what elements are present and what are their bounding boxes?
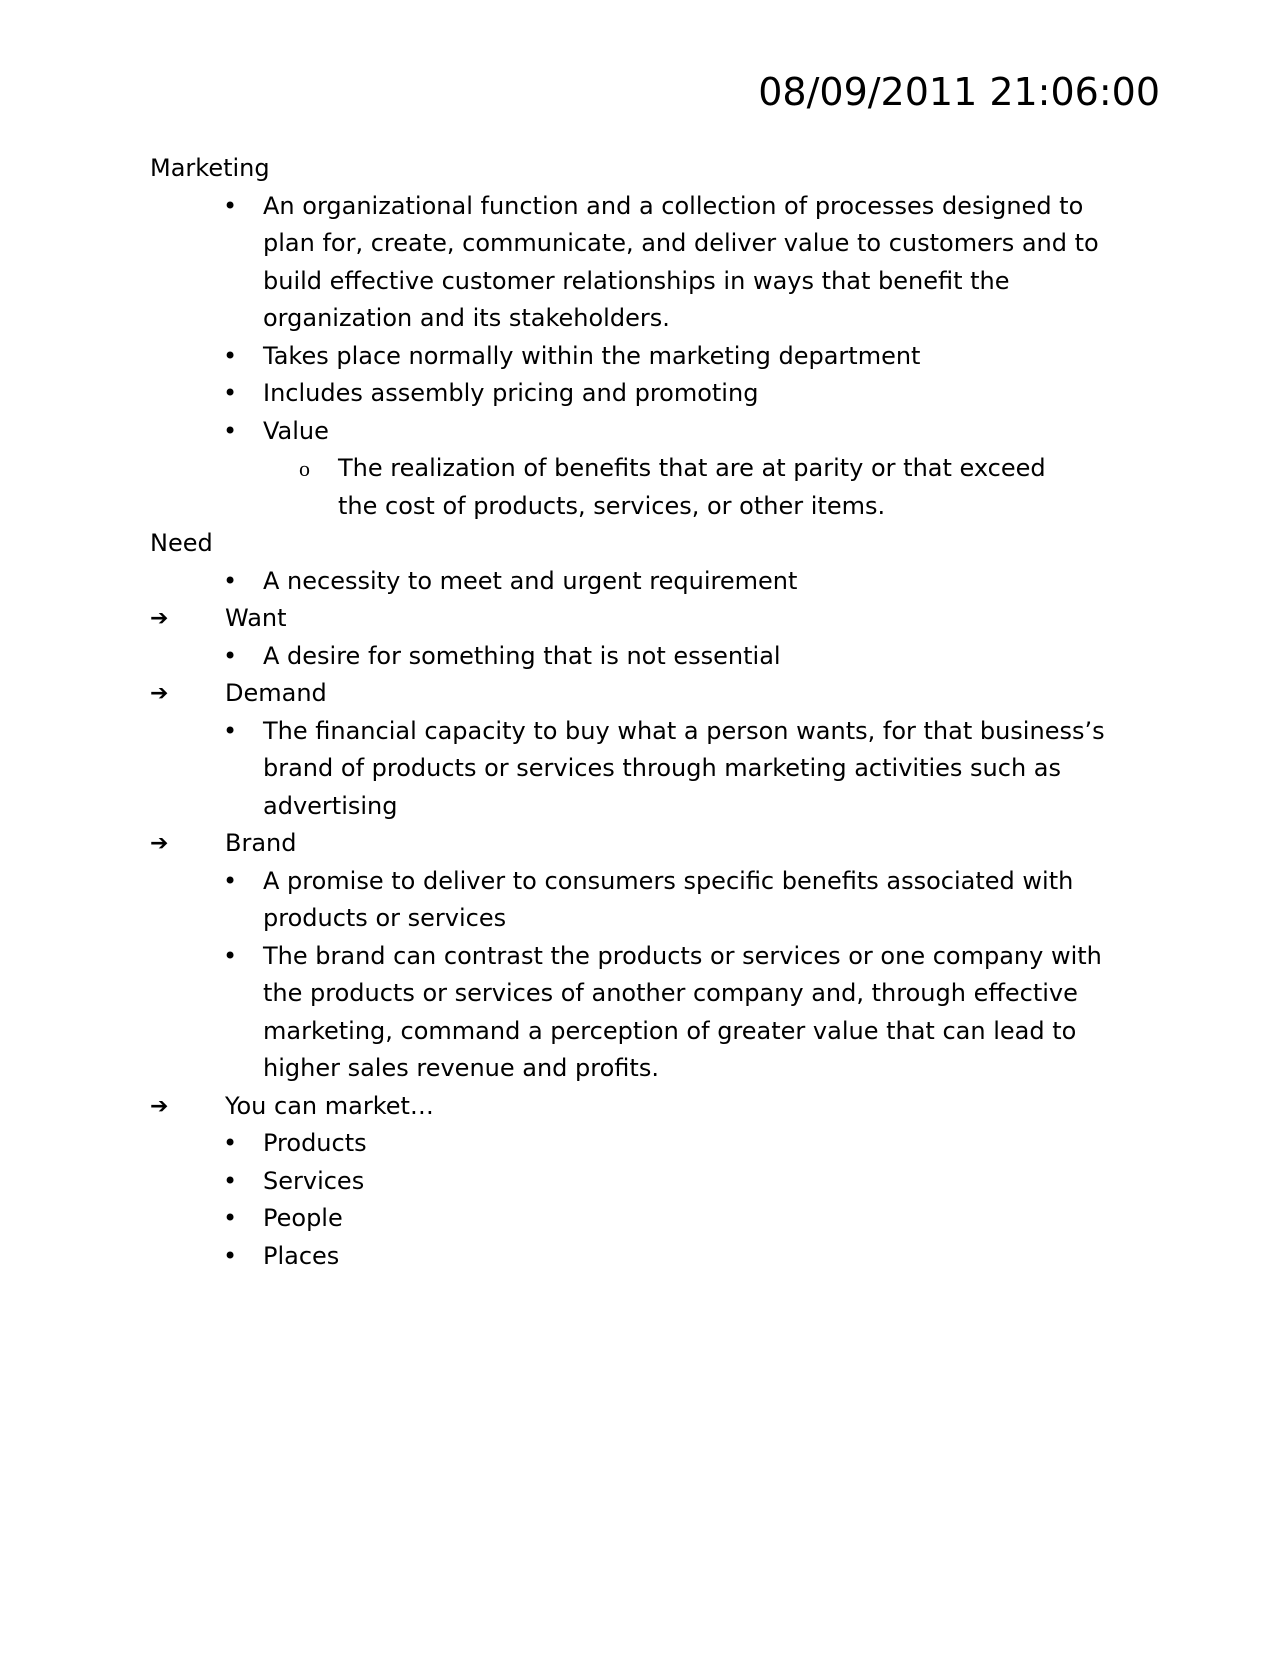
- list-item: [150, 338, 1108, 376]
- list-item: [150, 638, 1108, 676]
- bullet-icon: •: [223, 191, 238, 220]
- sub-list-item: [263, 450, 1078, 525]
- bullet-icon: •: [223, 1129, 238, 1157]
- section-brand: [150, 825, 1130, 1088]
- section-heading: [150, 1088, 1130, 1126]
- list-item-text: People: [263, 1204, 343, 1232]
- list-item-text: Takes place normally within the marketing department: [263, 341, 921, 370]
- section-want: [150, 600, 1130, 675]
- list-item: [150, 1163, 1108, 1201]
- sub-list: [263, 450, 1108, 525]
- list-item-text: A desire for something that is not essential: [263, 641, 781, 670]
- list-item-text: The brand can contrast the products or services or one company with the products or services of another company and, through effective marketing, command a perception of greater value that can lead to higher sales revenue and profits.: [263, 941, 1102, 1082]
- bullet-icon: •: [223, 1204, 238, 1232]
- section-heading: Need: [150, 529, 213, 557]
- list-item: [150, 1238, 1108, 1276]
- list-item-text: A promise to deliver to consumers specific benefits associated with products or services: [263, 866, 1074, 932]
- list-item: [150, 375, 1108, 413]
- bullet-list: [150, 563, 1130, 601]
- list-item: [150, 1200, 1108, 1238]
- circle-bullet-icon: o: [299, 456, 310, 481]
- section-you-can-market: [150, 1088, 1130, 1276]
- list-item: [150, 563, 1108, 601]
- section-heading: [150, 825, 1130, 863]
- list-item-text: An organizational function and a collection of processes designed to plan for, create, communicate, and deliver value to customers and to build effective customer relationships in ways that benefit the organization and its stakeholders.: [263, 191, 1099, 332]
- document-date: 08/09/2011 21:06:00: [758, 70, 1160, 114]
- bullet-icon: •: [223, 716, 238, 745]
- arrow-right-icon: ➔: [150, 1093, 169, 1119]
- bullet-icon: •: [223, 1166, 238, 1195]
- bullet-list: [150, 863, 1130, 1088]
- list-item-text: Products: [263, 1129, 367, 1157]
- section-heading: Marketing: [150, 154, 270, 182]
- list-item: [150, 938, 1108, 1088]
- bullet-icon: •: [223, 941, 238, 970]
- section-heading: [150, 600, 1130, 638]
- list-item: [150, 413, 1108, 526]
- bullet-icon: •: [223, 566, 238, 595]
- bullet-icon: •: [223, 866, 238, 895]
- list-item-text: Places: [263, 1241, 340, 1270]
- section-need: [150, 525, 1130, 600]
- arrow-right-icon: ➔: [150, 606, 169, 631]
- sub-list-item-text: The realization of benefits that are at parity or that exceed the cost of products, services, or other items.: [338, 454, 1046, 520]
- list-item-text: Includes assembly pricing and promoting: [263, 379, 759, 407]
- section-heading-text: Demand: [225, 679, 327, 707]
- section-marketing: [150, 150, 1130, 525]
- list-item: [150, 1125, 1108, 1163]
- document-body: [150, 150, 1130, 1275]
- bullet-icon: •: [223, 379, 238, 407]
- list-item-text: A necessity to meet and urgent requirement: [263, 566, 798, 595]
- arrow-right-icon: ➔: [150, 681, 169, 706]
- arrow-right-icon: ➔: [150, 831, 169, 856]
- bullet-list: [150, 188, 1130, 526]
- list-item-text: The financial capacity to buy what a person wants, for that business’s brand of products or services through marketing activities such as advertising: [263, 716, 1105, 820]
- section-heading-text: You can market…: [225, 1091, 434, 1120]
- bullet-list: [150, 713, 1130, 826]
- bullet-icon: •: [223, 341, 238, 370]
- list-item-text: Services: [263, 1166, 365, 1195]
- list-item: [150, 863, 1108, 938]
- bullet-icon: •: [223, 641, 238, 670]
- list-item: [150, 713, 1108, 826]
- bullet-icon: •: [223, 416, 238, 445]
- section-heading-text: Want: [225, 604, 287, 632]
- list-item: [150, 188, 1108, 338]
- bullet-list: [150, 1125, 1130, 1275]
- bullet-list: [150, 638, 1130, 676]
- list-item-text: Value: [263, 416, 329, 445]
- section-demand: [150, 675, 1130, 825]
- section-heading-text: Brand: [225, 829, 297, 857]
- bullet-icon: •: [223, 1241, 238, 1270]
- section-heading: [150, 675, 1130, 713]
